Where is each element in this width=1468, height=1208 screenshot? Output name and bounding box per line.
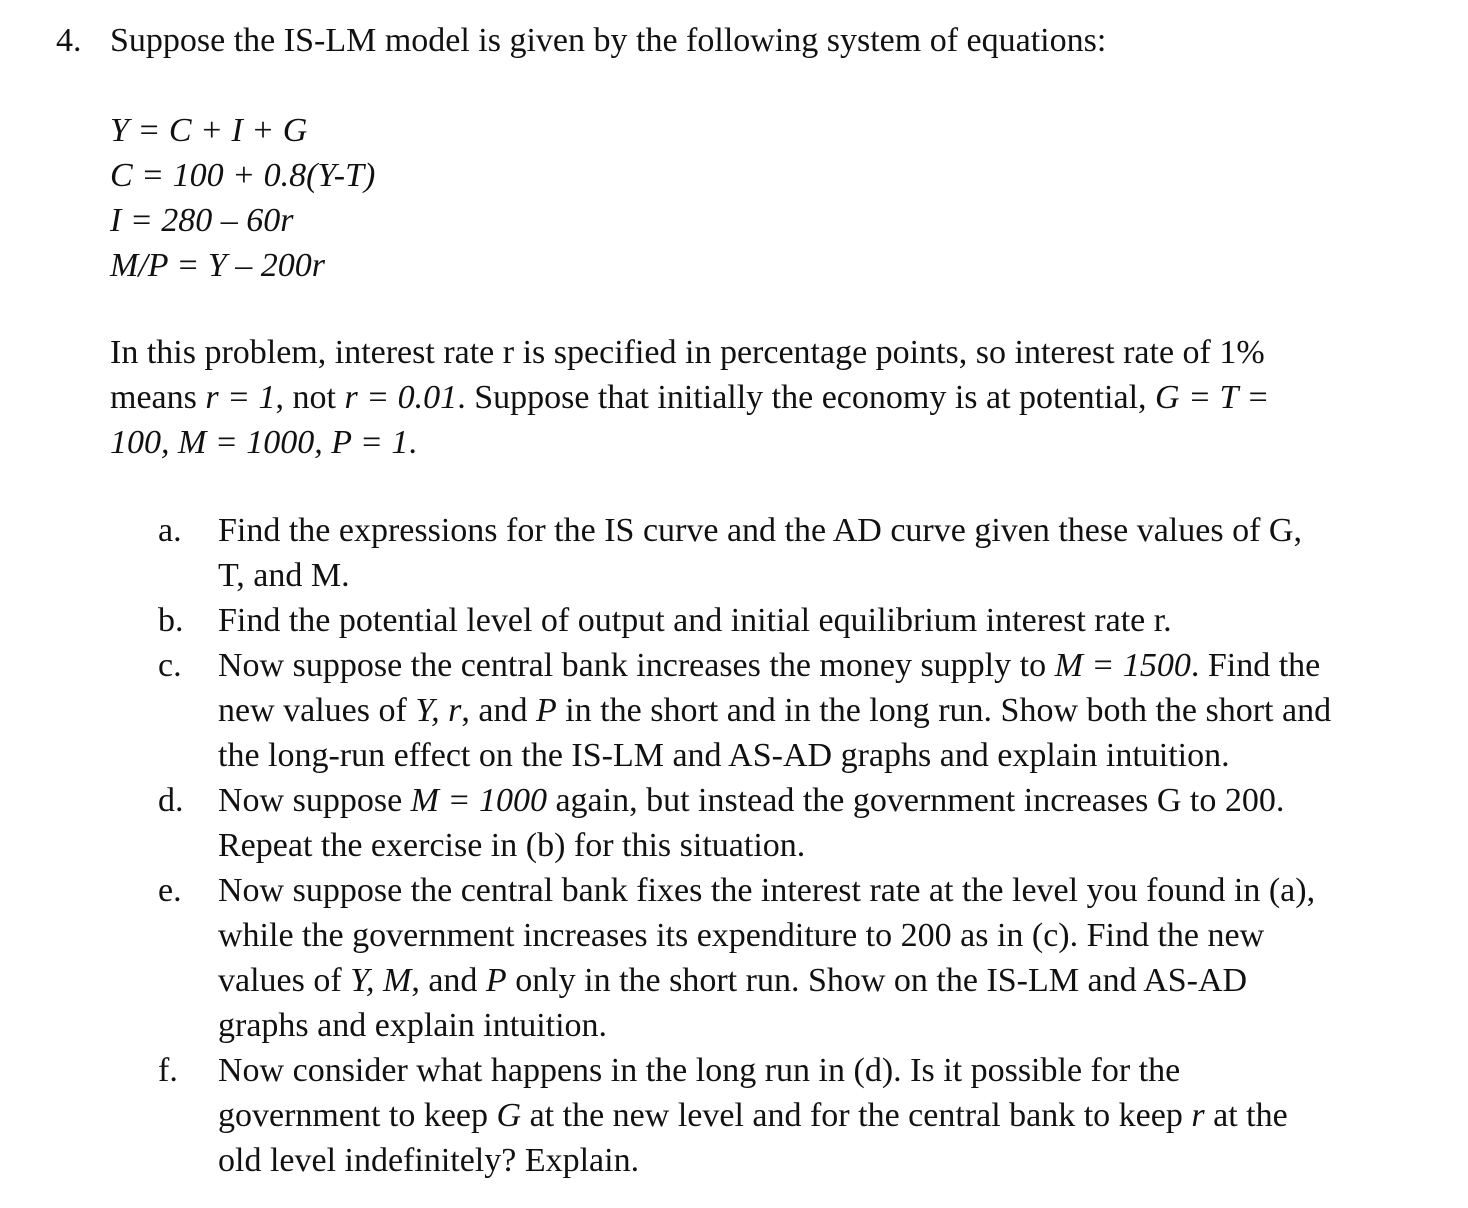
part-line <box>218 1093 1428 1138</box>
part-letter: e. <box>158 872 182 909</box>
part-line <box>218 643 1428 688</box>
intro-math: r = 1 <box>205 379 276 416</box>
part-b <box>158 598 1428 643</box>
part-math: Y, M <box>350 962 412 999</box>
equation-investment: I = 280 – 60r <box>110 202 294 239</box>
part-math: P <box>535 692 557 729</box>
part-text-run: Now suppose the central bank increases the money supply to <box>218 647 1055 684</box>
part-text <box>218 778 1428 868</box>
part-letter: f. <box>158 1052 178 1089</box>
intro-text: . <box>408 424 417 461</box>
part-c <box>158 643 1428 778</box>
part-text-run: again, but instead the government increases G to 200. <box>546 782 1285 819</box>
part-line: Now consider what happens in the long run in (d). Is it possible for the <box>218 1052 1181 1089</box>
part-line: Now suppose the central bank fixes the interest rate at the level you found in (a), <box>218 872 1316 909</box>
part-line <box>218 778 1428 823</box>
part-letter: c. <box>158 647 182 684</box>
intro-line-3 <box>110 420 1360 465</box>
intro-text: means <box>110 379 206 416</box>
part-math: Y, r <box>415 692 462 729</box>
part-line: Repeat the exercise in (b) for this situation. <box>218 827 806 864</box>
part-e <box>158 868 1428 1048</box>
problem-number: 4. <box>56 22 82 59</box>
problem-header <box>56 20 1106 62</box>
part-a <box>158 508 1428 598</box>
part-math: M = 1500 <box>1054 647 1191 684</box>
part-line: graphs and explain intuition. <box>218 1007 608 1044</box>
part-text-run: at the <box>1204 1097 1288 1134</box>
problem-prompt: Suppose the IS-LM model is given by the following system of equations: <box>110 22 1107 59</box>
equation-income: Y = C + I + G <box>110 112 308 149</box>
intro-math: G = T = <box>1155 379 1270 416</box>
part-f <box>158 1048 1428 1183</box>
part-line <box>218 688 1428 733</box>
part-math: r <box>1191 1097 1205 1134</box>
part-line: while the government increases its expenditure to 200 as in (c). Find the new <box>218 917 1265 954</box>
part-text <box>218 508 1428 598</box>
intro-paragraph <box>110 330 1360 465</box>
part-d <box>158 778 1428 868</box>
part-line: old level indefinitely? Explain. <box>218 1142 640 1179</box>
intro-text: , not <box>275 379 345 416</box>
part-text <box>218 1048 1428 1183</box>
intro-line-1: In this problem, interest rate r is specified in percentage points, so interest rate of 1% <box>110 334 1265 371</box>
part-math: G <box>496 1097 522 1134</box>
part-text-run: new values of <box>218 692 416 729</box>
part-text-run: at the new level and for the central bank to keep <box>521 1097 1192 1134</box>
intro-text: . Suppose that initially the economy is at potential, <box>457 379 1156 416</box>
part-math: M = 1000 <box>410 782 547 819</box>
part-text <box>218 643 1428 778</box>
part-line <box>218 958 1428 1003</box>
part-text-run: government to keep <box>218 1097 497 1134</box>
part-text <box>218 868 1428 1048</box>
intro-line-2 <box>110 375 1360 420</box>
part-text <box>218 598 1428 643</box>
part-text-run: . Find the <box>1190 647 1321 684</box>
part-letter: d. <box>158 782 184 819</box>
equation-system <box>110 108 375 288</box>
part-letter: b. <box>158 602 184 639</box>
part-text-run: , and <box>411 962 486 999</box>
part-line: Find the expressions for the IS curve and the AD curve given these values of G, <box>218 512 1302 549</box>
equation-money-market: M/P = Y – 200r <box>110 247 326 284</box>
part-text-run: only in the short run. Show on the IS-LM and AS-AD <box>506 962 1248 999</box>
part-text-run: Now suppose <box>218 782 411 819</box>
equation-consumption: C = 100 + 0.8(Y-T) <box>110 157 376 194</box>
question-parts <box>158 508 1428 1183</box>
part-math: P <box>485 962 507 999</box>
part-letter: a. <box>158 512 182 549</box>
part-text-run: values of <box>218 962 351 999</box>
intro-math: 100, M = 1000, P = 1 <box>110 424 409 461</box>
part-text-run: in the short and in the long run. Show both the short and <box>556 692 1332 729</box>
part-text-run: , and <box>461 692 536 729</box>
intro-math: r = 0.01 <box>344 379 458 416</box>
part-line: the long-run effect on the IS-LM and AS-AD graphs and explain intuition. <box>218 737 1230 774</box>
part-line: T, and M. <box>218 557 350 594</box>
part-line: Find the potential level of output and initial equilibrium interest rate r. <box>218 602 1172 639</box>
